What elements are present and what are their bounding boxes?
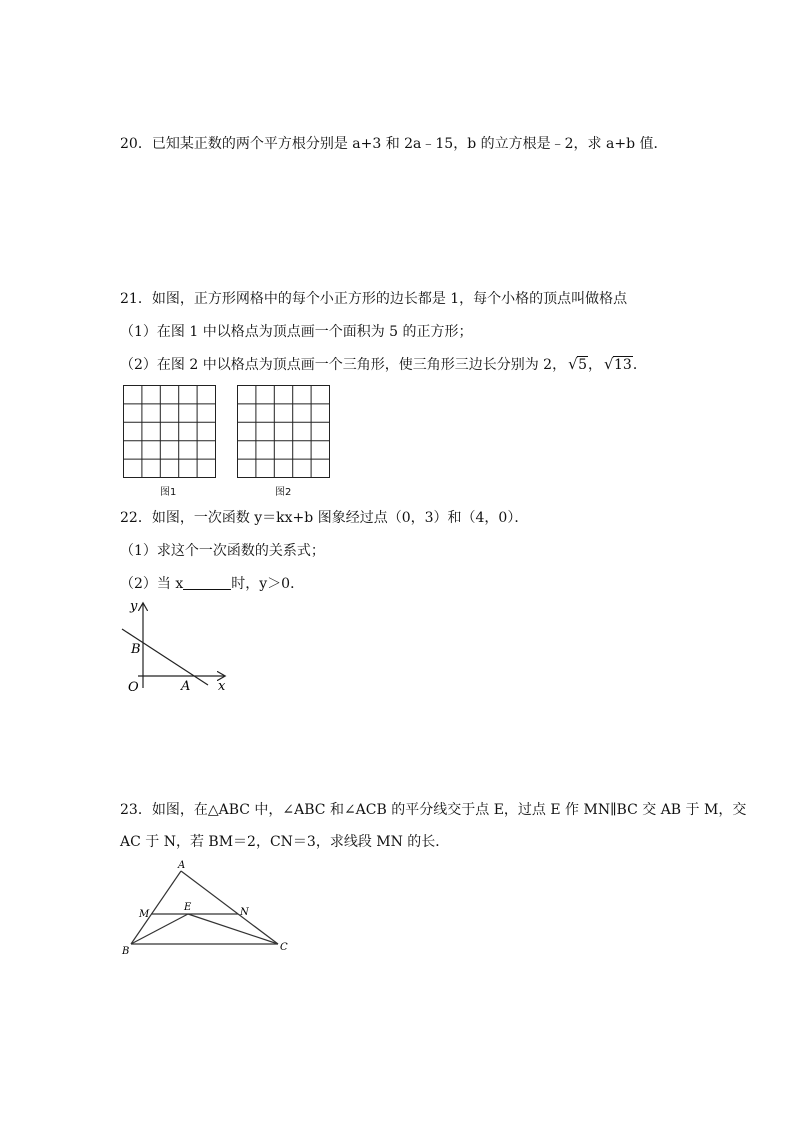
q23-line1: 23．如图，在△ABC 中，∠ABC 和∠ACB 的平分线交于点 E，过点 E 作 MN∥BC 交 AB 于 M，交	[120, 802, 747, 818]
q21-stem: 21．如图，正方形网格中的每个小正方形的边长都是 1，每个小格的顶点叫做格点	[120, 291, 628, 307]
triangle-figure	[118, 856, 293, 961]
sqrt-13: √ 13	[604, 355, 632, 373]
q22-part2-suffix: 时，y＞0．	[231, 576, 305, 592]
q22-stem: 22．如图，一次函数 y＝kx+b 图象经过点（0，3）和（4，0）．	[120, 510, 529, 526]
label-x: x	[218, 679, 226, 694]
q22-part1: （1）求这个一次函数的关系式；	[120, 543, 325, 559]
fig2-caption: 图2	[275, 487, 292, 498]
label-B: B	[122, 946, 130, 957]
grid-figure-1	[123, 385, 217, 479]
side-AC	[181, 871, 278, 944]
label-A: A	[181, 679, 191, 694]
q23-line2: AC 于 N，若 BM＝2，CN＝3，求线段 MN 的长．	[120, 834, 450, 850]
q22-part2-prefix: （2）当 x	[120, 576, 184, 592]
q21-part2	[120, 355, 647, 375]
q21-period: ．	[632, 357, 647, 373]
label-B: B	[131, 642, 141, 657]
q20-text: 20．已知某正数的两个平方根分别是 a+3 和 2a﹣15，b 的立方根是﹣2，求 a+b 值．	[120, 136, 668, 152]
label-N: N	[240, 907, 249, 918]
label-y: y	[130, 599, 138, 614]
linear-function-graph	[118, 598, 230, 694]
q21-part1: （1）在图 1 中以格点为顶点画一个面积为 5 的正方形；	[120, 324, 473, 340]
fig1-caption: 图1	[160, 487, 177, 498]
label-A: A	[178, 860, 186, 871]
label-C: C	[280, 942, 288, 953]
answer-blank[interactable]	[183, 575, 231, 590]
q21-part2-prefix: （2）在图 2 中以格点为顶点画一个三角形，使三角形三边长分别为 2，	[120, 357, 567, 373]
label-M: M	[139, 909, 150, 920]
q22-part2	[120, 574, 304, 594]
segment-CE	[188, 914, 278, 944]
sqrt-5: √ 5	[568, 355, 587, 373]
q21-comma: ，	[588, 357, 602, 373]
label-E: E	[184, 902, 192, 913]
label-O: O	[128, 680, 139, 695]
grid-figure-2	[237, 385, 331, 479]
side-AB	[131, 871, 181, 944]
